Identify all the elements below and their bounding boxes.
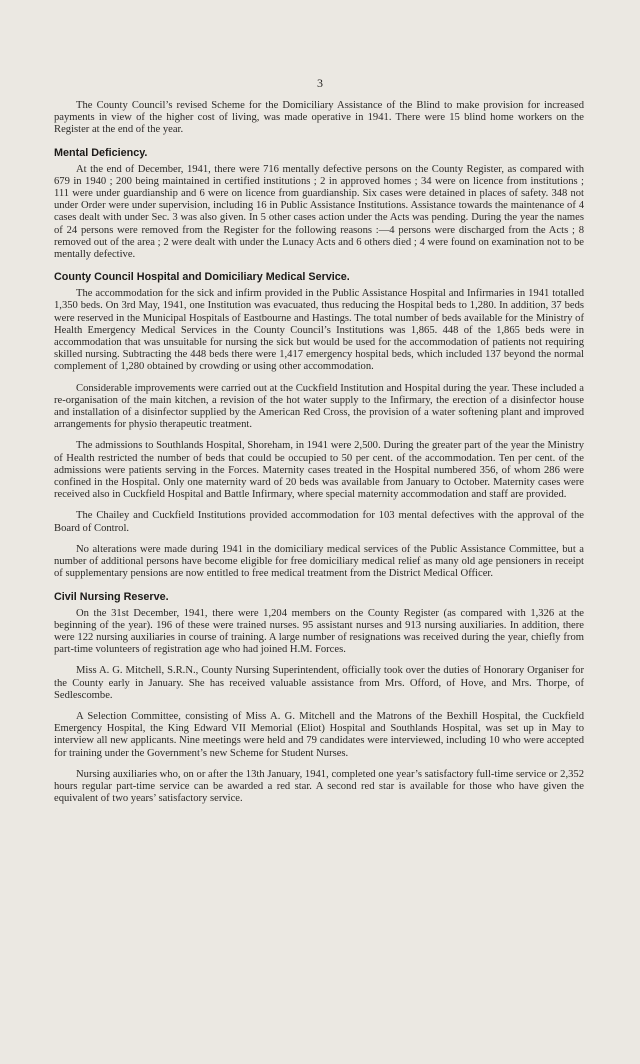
southlands-admissions-paragraph: The admissions to Southlands Hospital, Shoreham, in 1941 were 2,500. During the greater part of the year the Ministry of Health restricted the number of beds that could be occupied to 50 per cent. of the accommodation. Ten per cent. of the admissions were patients serving in the Forces. Maternity cases treated in the Hospital numbered 356, of whom 286 were confined in the Hospital. Only one maternity ward of 20 beds was available from January to October. Maternity cases were received also in Cuckfield Hospital and Battle Infirmary, where special maternity accommodation and staff are provided.: [54, 440, 584, 501]
selection-committee-paragraph: A Selection Committee, consisting of Miss A. G. Mitchell and the Matrons of the Bexhill Hospital, the Cuckfield Emergency Hospital, the King Edward VII Memorial (Eliot) Hospital and Southlands Hospital, was set up in May to interview all new applicants. Nine meetings were held and 79 candidates were interviewed, including 10 who were accepted for training under the Government’s new Scheme for Student Nurses.: [54, 710, 584, 759]
hospital-accommodation-paragraph: The accommodation for the sick and infirm provided in the Public Assistance Hospital and Infirmaries in 1941 totalled 1,350 beds. On 3rd May, 1941, one Institution was evacuated, thus reducing the Hospital beds to 1,280. In addition, 37 beds were reserved in the Municipal Hospitals of Eastbourne and Hastings. The total number of beds available for the Ministry of Health Emergency Medical Services in the County Council’s Institutions was 1,865. 448 of the 1,865 beds were in accommodation that was unsuitable for nursing the sick but would be used for the accommodation of patients not requiring skilled nursing. Subtracting the 448 beds there were 1,417 emergency hospital beds, which included 137 beyond the normal complement of 1,280 obtained by crowding or using other accommodation.: [54, 288, 584, 373]
red-star-paragraph: Nursing auxiliaries who, on or after the 13th January, 1941, completed one year’s satisfactory full-time service or 2,352 hours regular part-time service can be awarded a red star. A second red star is available for those who have given the equivalent of two years’ satisfactory service.: [54, 768, 584, 805]
blind-scheme-paragraph: The County Council’s revised Scheme for the Domiciliary Assistance of the Blind to make provision for increased payments in view of the higher cost of living, was made operative in 1941. There were 15 blind home workers on the Register at the end of the year.: [54, 100, 584, 136]
heading-mental-deficiency: Mental Deficiency.: [54, 146, 148, 159]
heading-civil-nursing-reserve: Civil Nursing Reserve.: [54, 590, 169, 603]
mental-deficiency-paragraph: At the end of December, 1941, there were 716 mentally defective persons on the County Register, as compared with 679 in 1940 ; 200 being maintained in certified institutions ; 2 in approved homes ; 34 were on licence from institutions ; 111 were under guardianship and 6 were on licence from guardianship. Six cases were detained in places of safety. 348 not under Order were under supervision, including 16 in Public Assistance Institutions. Assistance towards the maintenance of 4 cases dealt with under Sec. 3 was also given. In 5 other cases action under the Acts was pending. During the year the names of 24 persons were removed from the Register for the following reasons :—4 persons were discharged from the Acts ; 8 removed out of the area ; 2 were dealt with under the Lunacy Acts and 6 others died ; 4 were found on examination not to be mentally defective.: [54, 163, 584, 261]
nursing-register-paragraph: On the 31st December, 1941, there were 1,204 members on the County Register (as compared with 1,326 at the beginning of the year). 196 of these were trained nurses. 95 assistant nurses and 913 nursing auxiliaries. In addition, there were 122 nursing auxiliaries in course of training. A large number of resignations was received during the year, chiefly from part-time volunteers of registration age who had joined H.M. Forces.: [54, 607, 584, 656]
page-content: [54, 100, 584, 805]
heading-hospital-medical-service: County Council Hospital and Domiciliary Medical Service.: [54, 271, 350, 284]
mitchell-organiser-paragraph: Miss A. G. Mitchell, S.R.N., County Nursing Superintendent, officially took over the duties of Honorary Organiser for the County early in January. She has received valuable assistance from Mrs. Offord, of Hove, and Mrs. Thorpe, of Sedlescombe.: [54, 665, 584, 701]
chailey-cuckfield-paragraph: The Chailey and Cuckfield Institutions provided accommodation for 103 mental defectives with the approval of the Board of Control.: [54, 510, 584, 534]
domiciliary-medical-paragraph: No alterations were made during 1941 in the domiciliary medical services of the Public Assistance Committee, but a number of additional persons have become eligible for free domiciliary medical relief as many old age pensioners in receipt of supplementary pensions are now entitled to free medical treatment from the District Medical Officer.: [54, 543, 584, 580]
page-number: 3: [317, 76, 323, 90]
cuckfield-improvements-paragraph: Considerable improvements were carried out at the Cuckfield Institution and Hospital during the year. These included a re-organisation of the main kitchen, a revision of the hot water supply to the Infirmary, the erection of a disinfector house and installation of a disinfector supplied by the American Red Cross, the provision of a water softening plant and improved arrangements for physio therapeutic treatment.: [54, 382, 584, 431]
